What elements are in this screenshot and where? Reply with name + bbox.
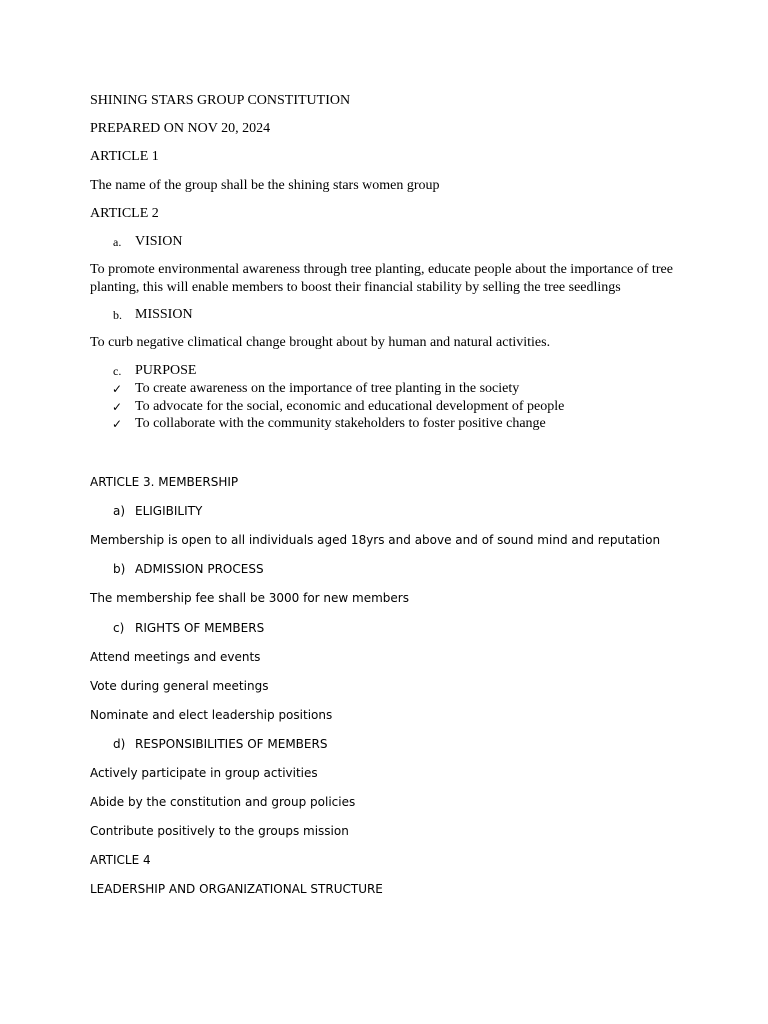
list-marker: a. [113, 235, 122, 249]
responsibilities-item [90, 736, 680, 752]
checkmark-icon: ✓ [112, 382, 123, 396]
purpose-item-text: To collaborate with the community stakeholders to foster positive change [135, 416, 546, 431]
vision-label: VISION [135, 234, 183, 249]
article-4-subheading: LEADERSHIP AND ORGANIZATIONAL STRUCTURE [90, 882, 383, 896]
article-1-heading: ARTICLE 1 [90, 149, 159, 164]
list-marker: c) [113, 621, 125, 635]
mission-item [90, 306, 680, 324]
article-3-heading: ARTICLE 3. MEMBERSHIP [90, 475, 239, 489]
purpose-item-text: To create awareness on the importance of tree planting in the society [135, 381, 520, 396]
article-2-heading: ARTICLE 2 [90, 206, 159, 221]
list-marker: c. [113, 364, 122, 378]
purpose-item-text: To advocate for the social, economic and educational development of people [135, 399, 565, 414]
responsibility-entry: Abide by the constitution and group policies [90, 795, 356, 809]
rights-entry: Attend meetings and events [90, 650, 261, 664]
list-marker: b. [113, 308, 122, 322]
rights-item [90, 620, 680, 636]
list-marker: a) [113, 504, 126, 518]
list-marker: d) [113, 737, 126, 751]
checkmark-icon: ✓ [112, 400, 123, 414]
purpose-list-item [90, 415, 680, 433]
purpose-label: PURPOSE [135, 363, 197, 378]
vision-item [90, 233, 680, 251]
purpose-list-item [90, 398, 680, 416]
responsibility-entry: Actively participate in group activities [90, 766, 318, 780]
article-1-text: The name of the group shall be the shining stars women group [90, 178, 440, 193]
admission-text: The membership fee shall be 3000 for new members [90, 591, 409, 605]
eligibility-text: Membership is open to all individuals aged 18yrs and above and of sound mind and reputation [90, 533, 661, 547]
admission-item [90, 561, 680, 577]
mission-text: To curb negative climatical change brought about by human and natural activities. [90, 335, 551, 350]
eligibility-item [90, 503, 680, 519]
eligibility-label: ELIGIBILITY [135, 504, 203, 518]
prepared-date: PREPARED ON NOV 20, 2024 [90, 121, 271, 136]
rights-entry: Vote during general meetings [90, 679, 269, 693]
checkmark-icon: ✓ [112, 417, 123, 431]
responsibilities-label: RESPONSIBILITIES OF MEMBERS [135, 737, 328, 751]
admission-label: ADMISSION PROCESS [135, 562, 264, 576]
responsibility-entry: Contribute positively to the groups mission [90, 824, 349, 838]
vision-text: To promote environmental awareness through tree planting, educate people about the importance of tree planting, this will enable members to boost their financial stability by selling the tree seedlings [90, 262, 673, 295]
rights-label: RIGHTS OF MEMBERS [135, 621, 265, 635]
list-marker: b) [113, 562, 126, 576]
rights-entry: Nominate and elect leadership positions [90, 708, 333, 722]
purpose-item [90, 362, 680, 380]
document-title: SHINING STARS GROUP CONSTITUTION [90, 93, 351, 108]
article-4-heading: ARTICLE 4 [90, 853, 151, 867]
mission-label: MISSION [135, 307, 193, 322]
purpose-list-item [90, 380, 680, 398]
